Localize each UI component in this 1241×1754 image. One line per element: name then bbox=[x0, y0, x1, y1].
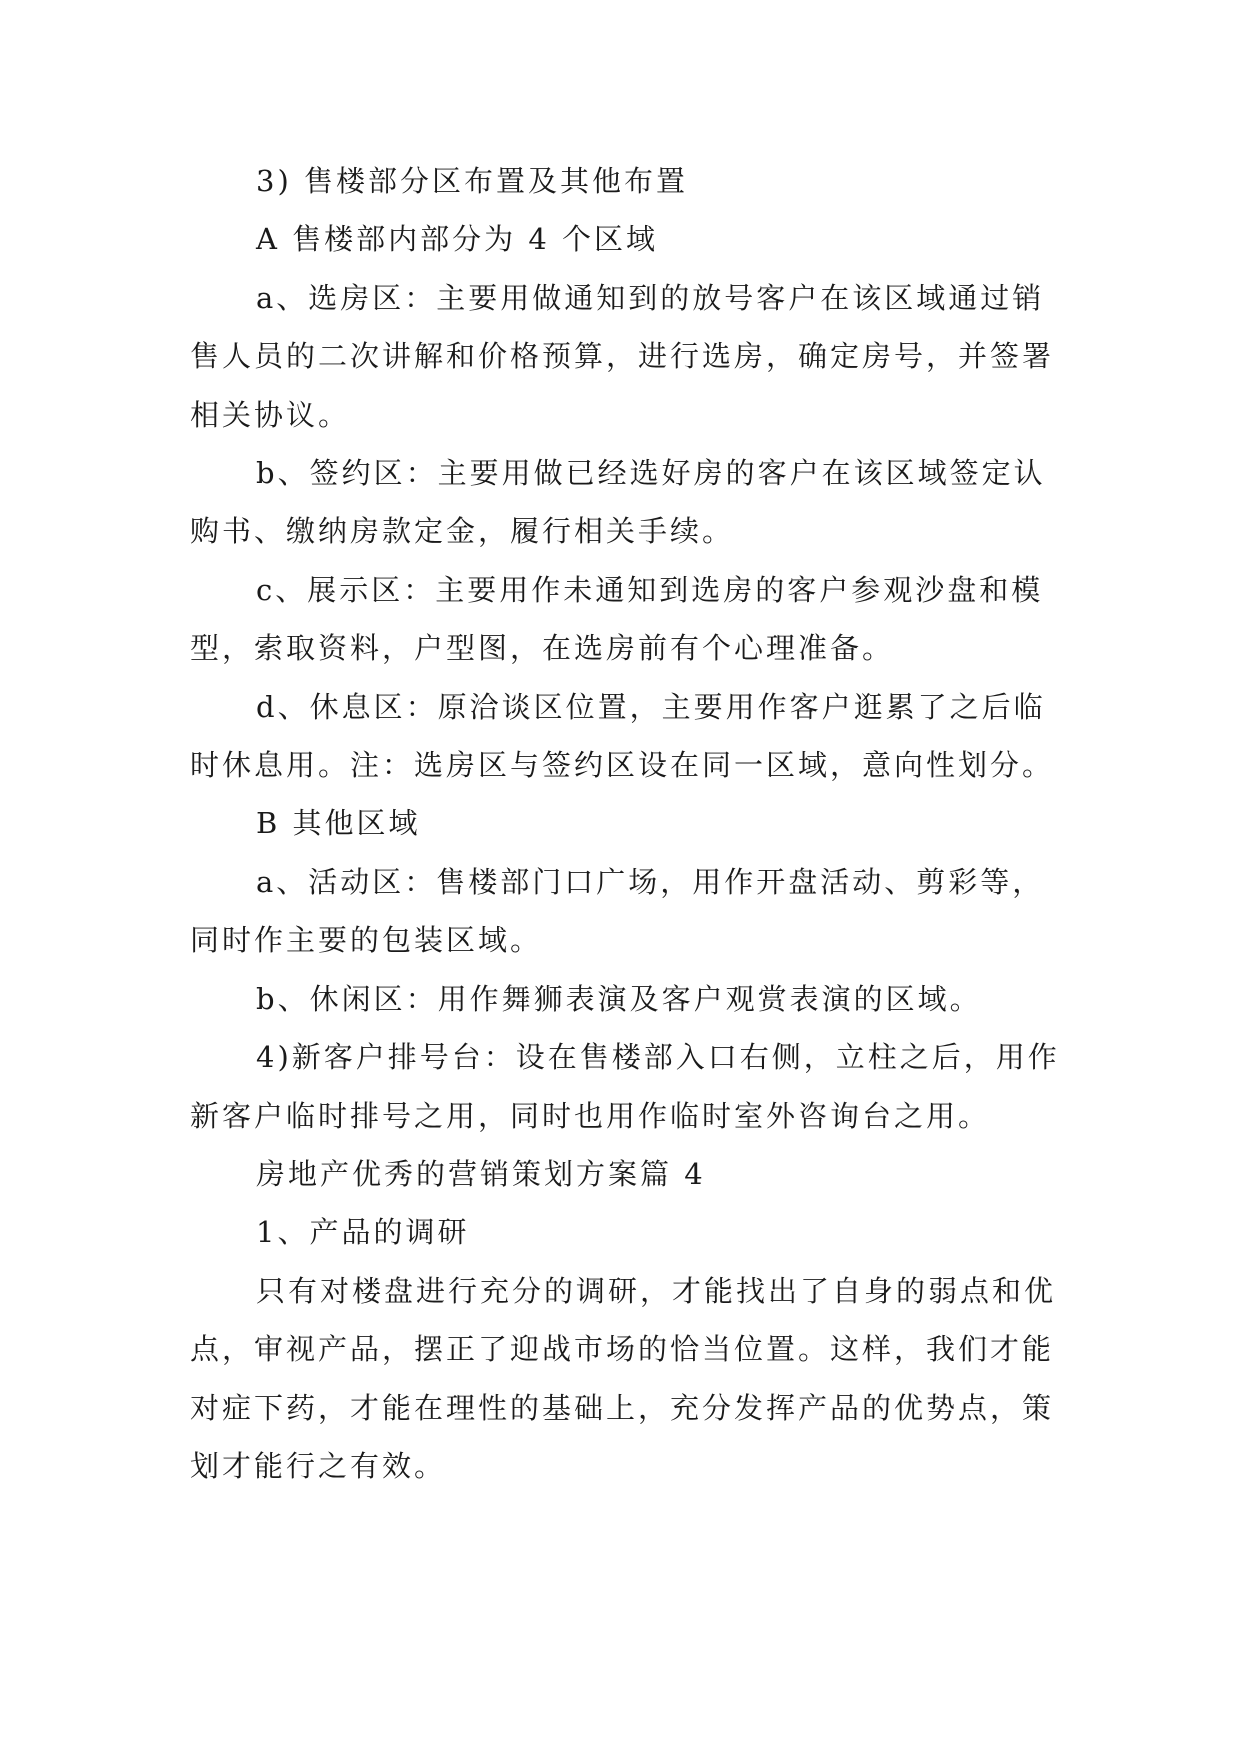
section-title-plan-4: 房地产优秀的营销策划方案篇 4 bbox=[256, 1156, 706, 1191]
section-heading-sales-office-layout: 3) 售楼部分区布置及其他布置 bbox=[256, 164, 688, 198]
subheading-other-areas: B 其他区域 bbox=[256, 806, 421, 841]
document-body bbox=[190, 152, 1070, 1495]
paragraph-activity-area: a、活动区：售楼部门口广场，用作开盘活动、剪彩等，同时作主要的包装区域。 bbox=[190, 864, 1045, 958]
subheading-product-research: 1、产品的调研 bbox=[256, 1215, 470, 1250]
paragraph-leisure-area: b、休闲区：用作舞狮表演及客户观赏表演的区域。 bbox=[256, 981, 982, 1016]
paragraph-signing-area: b、签约区：主要用做已经选好房的客户在该区域签定认购书、缴纳房款定金，履行相关手续。 bbox=[190, 456, 1046, 549]
paragraph-room-selection-area: a、选房区：主要用做通知到的放号客户在该区域通过销售人员的二次讲解和价格预算，进行选房，确定房号，并签署相关协议。 bbox=[190, 280, 1055, 432]
paragraph-product-research: 只有对楼盘进行充分的调研，才能找出了自身的弱点和优点，审视产品，摆正了迎战市场的恰当位置。这样，我们才能对症下药，才能在理性的基础上，充分发挥产品的优势点，策划才能行之有效。 bbox=[190, 1273, 1057, 1483]
paragraph-display-area: c、展示区：主要用作未通知到选房的客户参观沙盘和模型，索取资料，户型图，在选房前有个心理准备。 bbox=[190, 572, 1044, 666]
paragraph-rest-area: d、休息区：原洽谈区位置，主要用作客户逛累了之后临时休息用。注：选房区与签约区设在同一区域，意向性划分。 bbox=[190, 689, 1055, 783]
paragraph-queue-desk: 4)新客户排号台：设在售楼部入口右侧，立柱之后，用作新客户临时排号之用，同时也用作临时室外咨询台之用。 bbox=[190, 1040, 1060, 1133]
subheading-internal-areas: A 售楼部内部分为 4 个区域 bbox=[256, 222, 659, 257]
